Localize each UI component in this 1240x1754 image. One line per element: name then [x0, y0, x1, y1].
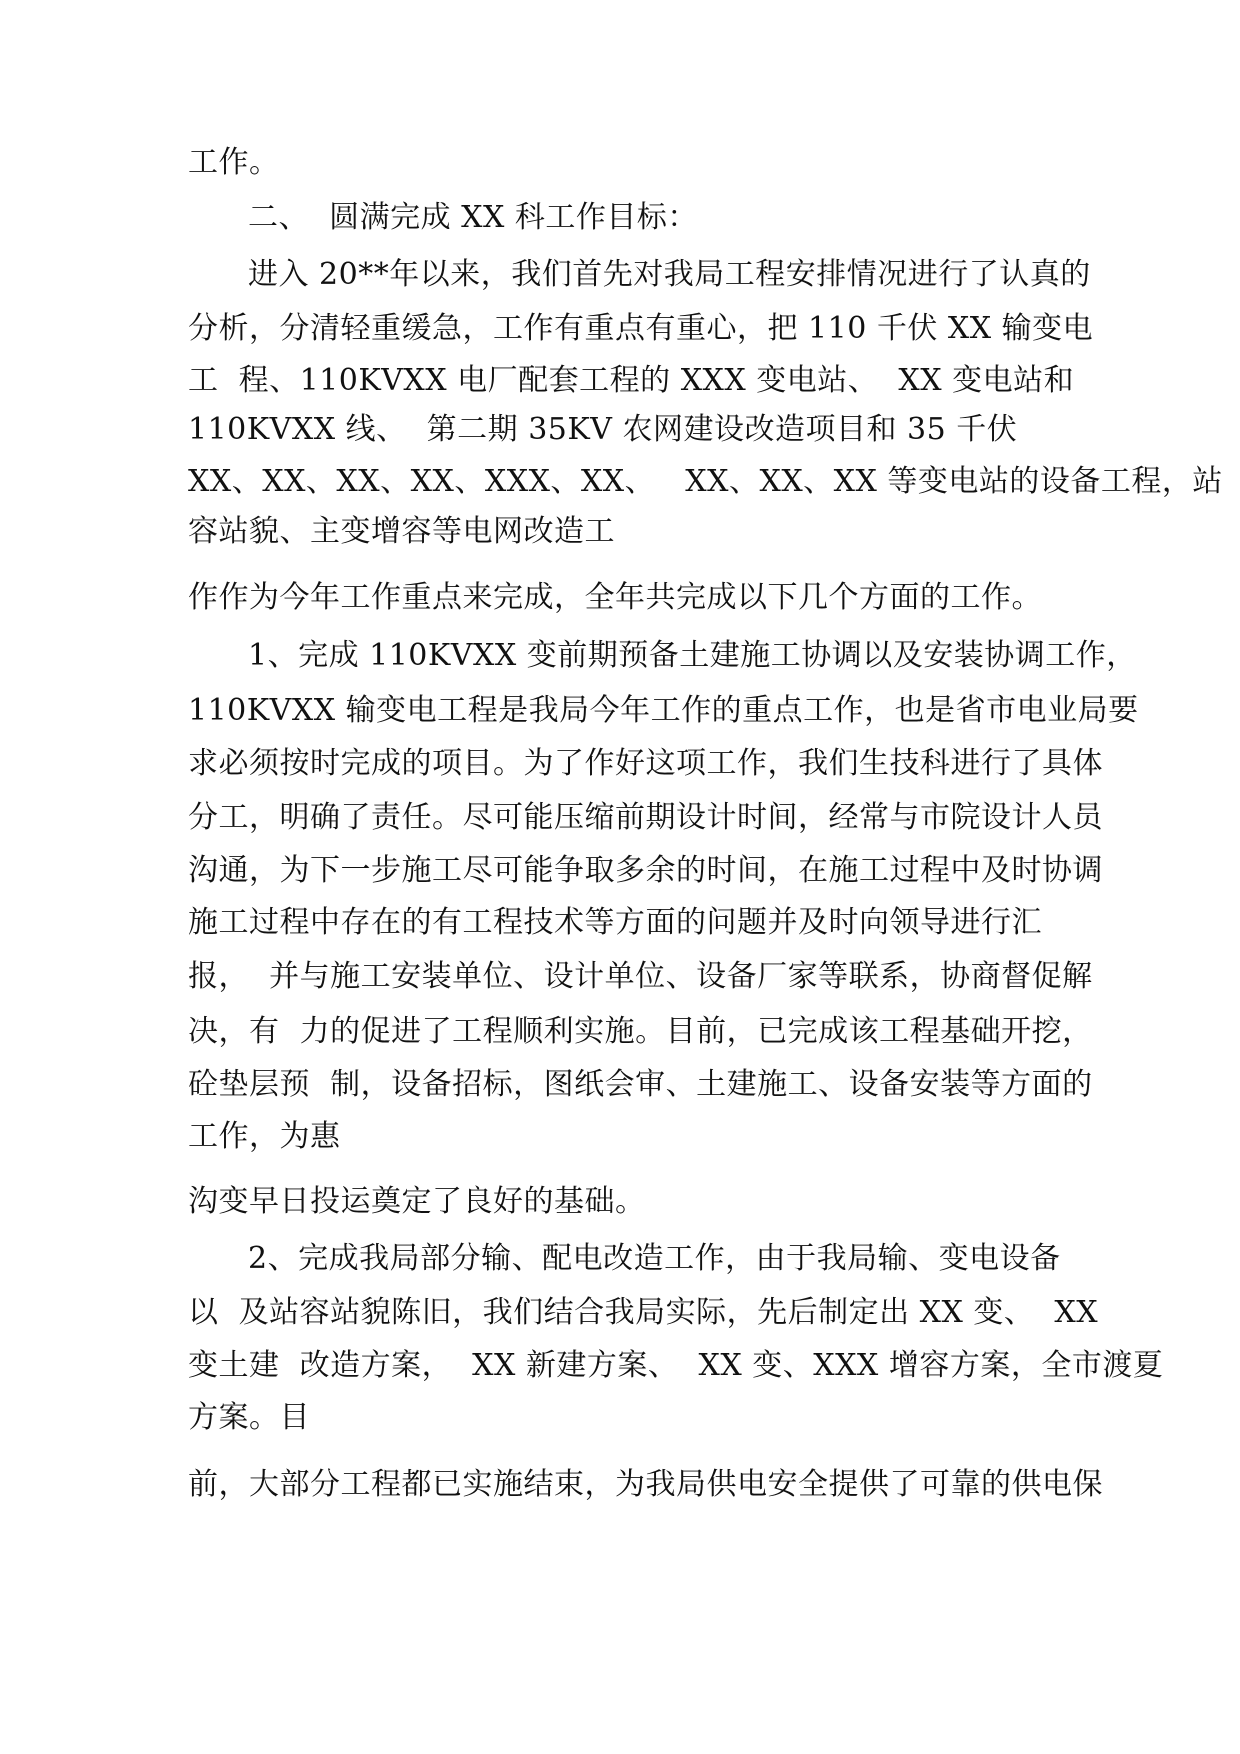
paragraph-line: 110KVXX 输变电工程是我局今年工作的重点工作，也是省市电业局要 [188, 693, 1139, 728]
paragraph-line: 变土建 改造方案， XX 新建方案、 XX 变、XXX 增容方案，全市渡夏 [188, 1348, 1164, 1383]
paragraph-line: 沟通，为下一步施工尽可能争取多余的时间，在施工过程中及时协调 [188, 853, 1103, 888]
paragraph-line: 分工，明确了责任。尽可能压缩前期设计时间，经常与市院设计人员 [188, 800, 1103, 835]
paragraph-line: 进入 20**年以来，我们首先对我局工程安排情况进行了认真的 [248, 257, 1091, 292]
paragraph-line: 前，大部分工程都已实施结束，为我局供电安全提供了可靠的供电保 [188, 1467, 1103, 1502]
paragraph-line: 110KVXX 线、 第二期 35KV 农网建设改造项目和 35 千伏 [188, 412, 1018, 447]
paragraph-line: 沟变早日投运奠定了良好的基础。 [188, 1184, 646, 1219]
paragraph-line: 分析，分清轻重缓急，工作有重点有重心，把 110 千伏 XX 输变电 [188, 311, 1094, 346]
section-heading: 二、 圆满完成 XX 科工作目标： [248, 200, 698, 235]
paragraph-line: 工作，为惠 [188, 1119, 341, 1154]
paragraph-line: 作作为今年工作重点来完成，全年共完成以下几个方面的工作。 [188, 580, 1042, 615]
paragraph-line: 2、完成我局部分输、配电改造工作，由于我局输、变电设备 [248, 1241, 1061, 1276]
paragraph-line: 容站貌、主变增容等电网改造工 [188, 514, 615, 549]
paragraph-line: 施工过程中存在的有工程技术等方面的问题并及时向领导进行汇 [188, 905, 1042, 940]
paragraph-line: 以 及站容站貌陈旧，我们结合我局实际，先后制定出 XX 变、 XX [188, 1295, 1099, 1330]
paragraph-line: 求必须按时完成的项目。为了作好这项工作，我们生技科进行了具体 [188, 746, 1103, 781]
paragraph-line: XX、XX、XX、XX、XXX、XX、 XX、XX、XX 等变电站的设备工程，站 [188, 464, 1223, 499]
paragraph-line: 1、完成 110KVXX 变前期预备土建施工协调以及安装协调工作， [248, 638, 1137, 673]
paragraph-line: 报， 并与施工安装单位、设计单位、设备厂家等联系，协商督促解 [188, 959, 1093, 994]
paragraph-line: 工 程、110KVXX 电厂配套工程的 XXX 变电站、 XX 变电站和 [188, 363, 1075, 398]
paragraph-line: 砼垫层预 制，设备招标，图纸会审、土建施工、设备安装等方面的 [188, 1067, 1093, 1102]
paragraph-line: 方案。目 [188, 1400, 310, 1435]
paragraph-line: 决，有 力的促进了工程顺利实施。目前，已完成该工程基础开挖， [188, 1014, 1093, 1049]
text-line: 工作。 [188, 145, 280, 180]
